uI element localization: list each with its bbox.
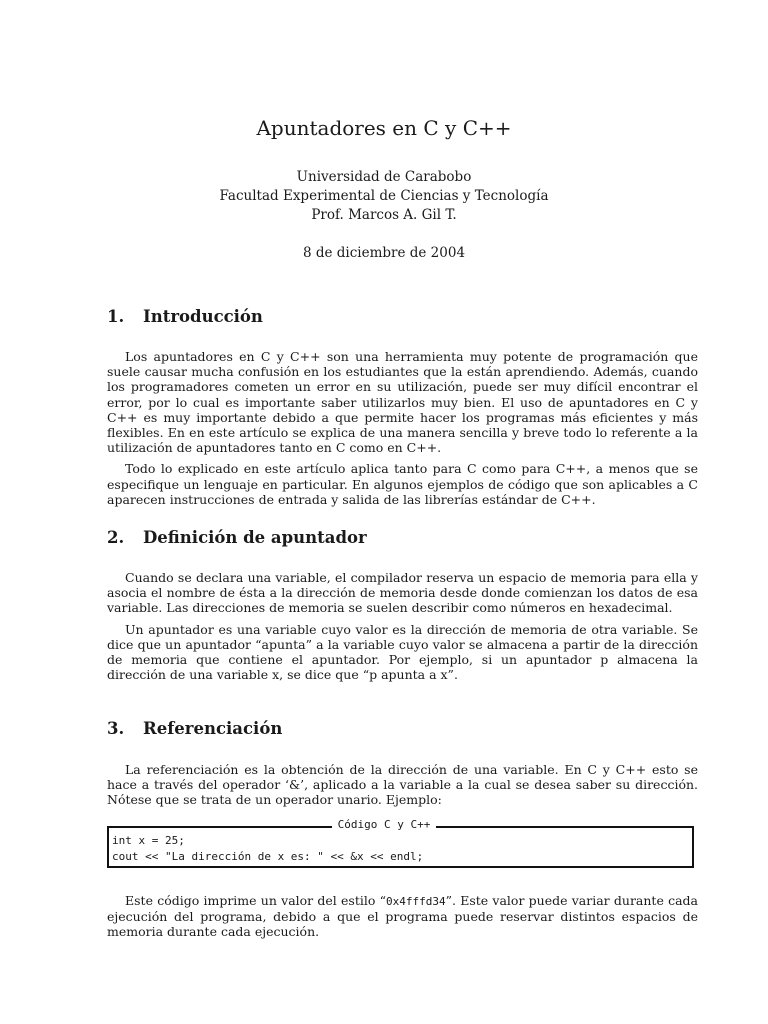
section-body-definicion [107, 570, 698, 682]
affiliation-faculty: Facultad Experimental de Ciencias y Tecnología [219, 188, 549, 204]
code-line: int x = 25; [112, 834, 185, 847]
paragraph: Todo lo explicado en este artículo aplica tanto para C como para C++, a menos que se especifique un lenguaje en particular. En algunos ejemplos de código que son aplicables a C aparecen instrucciones de entrada y salida de las librerías estándar de C++. [107, 461, 698, 507]
author-affiliation [0, 168, 768, 225]
section-title: Referenciación [143, 719, 283, 738]
author-name: Prof. Marcos A. Gil T. [311, 207, 457, 223]
affiliation-university: Universidad de Carabobo [296, 169, 472, 185]
section-title: Introducción [143, 307, 263, 326]
paragraph: Un apuntador es una variable cuyo valor es la dirección de memoria de otra variable. Se dice que un apuntador “apunta” a la variable cuyo valor se almacena a partir de la dirección de memoria que contiene el apuntador. Por ejemplo, si un apuntador p almacena la dirección de una variable x, se dice que “p apunta a x”. [107, 621, 698, 683]
code-line: cout << "La dirección de x es: " << &x << endl; [112, 850, 424, 863]
section-number: 2. [107, 528, 125, 547]
section-heading-definicion [107, 528, 367, 547]
inline-code: 0x4fffd34 [386, 895, 446, 908]
section-heading-referenciacion [107, 719, 282, 738]
code-listing-label: Código C y C++ [0, 818, 768, 831]
paragraph: Los apuntadores en C y C++ son una herramienta muy potente de programación que suele causar mucha confusión en los estudiantes que la están aprendiendo. Además, cuando los programadores cometen un error en su utilización, puede ser muy difícil encontrar el error, por lo cual es importante saber utilizarlos muy bien. El uso de apuntadores en C y C++ es muy importante debido a que permite hacer los programas más eficientes y más flexibles. En en este artículo se explica de una manera sencilla y breve todo lo referente a la utilización de apuntadores tanto en C como en C++. [107, 349, 698, 456]
section-number: 3. [107, 719, 125, 738]
section-body-introduccion [107, 349, 698, 507]
section-number: 1. [107, 307, 125, 326]
section-body-referenciacion [107, 762, 698, 808]
document-date: 8 de diciembre de 2004 [302, 245, 466, 261]
document-title: Apuntadores en C y C++ [256, 116, 512, 140]
section-title: Definición de apuntador [143, 528, 367, 547]
paragraph: Este código imprime un valor del estilo “0x4fffd34”. Este valor puede variar durante cada ejecución del programa, debido a que el programa puede reservar distintos espacios de memoria durante cada ejecución. [107, 893, 698, 940]
section-body-after-code [107, 893, 698, 940]
paragraph: La referenciación es la obtención de la dirección de una variable. En C y C++ esto se hace a través del operador ‘&’, aplicado a la variable a la cual se desea saber su dirección. Nótese que se trata de un operador unario. Ejemplo: [107, 762, 698, 808]
paragraph: Cuando se declara una variable, el compilador reserva un espacio de memoria para ella y asocia el nombre de ésta a la dirección de memoria desde donde comienzan los datos de esa variable. Las direcciones de memoria se suelen describir como números en hexadecimal. [107, 570, 698, 616]
section-heading-introduccion [107, 307, 263, 326]
